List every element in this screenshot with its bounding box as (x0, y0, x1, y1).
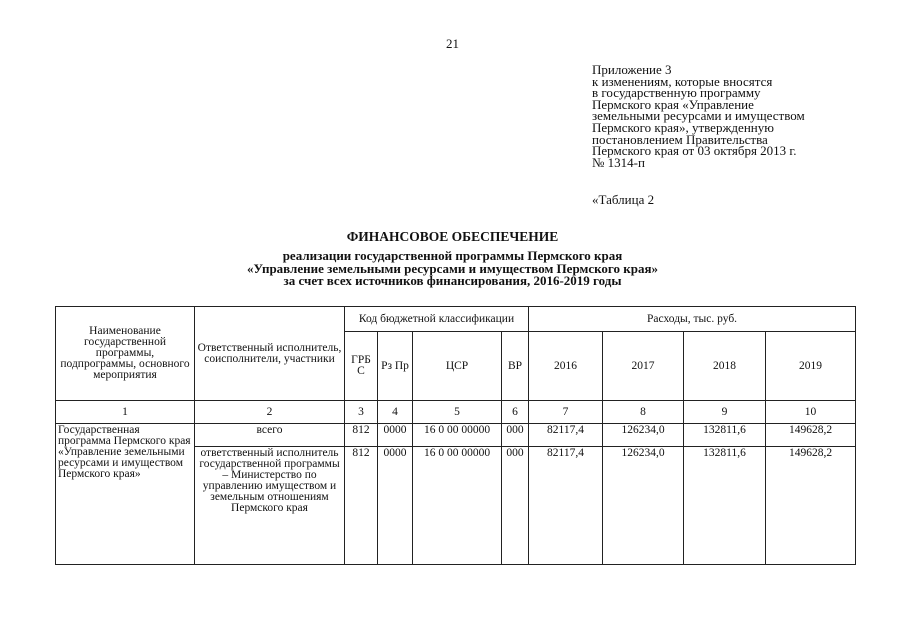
column-number: 3 (345, 401, 378, 424)
page-number: 21 (446, 36, 459, 51)
vr-cell: 000 (502, 424, 529, 447)
document-subtitle (0, 250, 905, 288)
appendix-line: в государственную программу (592, 85, 761, 101)
appendix-line: постановлением Правительства (592, 131, 768, 147)
csr-cell: 16 0 00 00000 (413, 447, 502, 565)
table-row (56, 424, 856, 447)
appendix-line: № 1314-п (592, 154, 645, 170)
table-label: «Таблица 2 (592, 192, 655, 207)
column-number: 2 (195, 401, 345, 424)
value-2018-cell: 132811,6 (684, 447, 766, 565)
header-expenses: Расходы, тыс. руб. (529, 307, 856, 332)
vr-cell: 000 (502, 447, 529, 565)
subtitle-line: за счет всех источников финансирования, 2016-2019 годы (283, 273, 622, 288)
appendix-line: земельными ресурсами и имуществом (592, 108, 805, 124)
grbs-cell: 812 (345, 424, 378, 447)
header-responsible: Ответственный исполнитель, соисполнители, участники (195, 307, 345, 401)
column-number: 5 (413, 401, 502, 424)
appendix-line: Пермского края», утвержденную (592, 119, 774, 135)
financing-table (55, 306, 856, 565)
column-number: 7 (529, 401, 603, 424)
column-number: 8 (603, 401, 684, 424)
appendix-note (592, 64, 892, 168)
appendix-line: Пермского края от 03 октября 2013 г. (592, 143, 797, 159)
appendix-line: Пермского края «Управление (592, 96, 754, 112)
rzpr-cell: 0000 (378, 424, 413, 447)
header-2016: 2016 (529, 332, 603, 401)
appendix-line: Приложение 3 (592, 62, 672, 77)
header-grbs: ГРБ С (345, 332, 378, 401)
document-title: ФИНАНСОВОЕ ОБЕСПЕЧЕНИЕ (346, 229, 559, 244)
value-2019-cell: 149628,2 (766, 447, 856, 565)
column-number: 9 (684, 401, 766, 424)
header-name: Наименование государственной программы, подпрограммы, основного мероприятия (56, 307, 195, 401)
column-numbers-row (56, 401, 856, 424)
header-budget-code: Код бюджетной классификации (345, 307, 529, 332)
column-number: 4 (378, 401, 413, 424)
header-2018: 2018 (684, 332, 766, 401)
header-vr: ВР (502, 332, 529, 401)
value-2016-cell: 82117,4 (529, 424, 603, 447)
value-2018-cell: 132811,6 (684, 424, 766, 447)
header-2017: 2017 (603, 332, 684, 401)
column-number: 6 (502, 401, 529, 424)
appendix-line: к изменениям, которые вносятся (592, 73, 773, 89)
participant-cell: ответственный исполнитель государственной программы – Министерство по управлению имуществом и земельным отношениям Пермского края (195, 447, 345, 565)
subtitle-line: «Управление земельными ресурсами и имуществом Пермского края» (246, 260, 659, 276)
header-2019: 2019 (766, 332, 856, 401)
column-number: 10 (766, 401, 856, 424)
participant-cell: всего (195, 424, 345, 447)
value-2017-cell: 126234,0 (603, 447, 684, 565)
column-number: 1 (56, 401, 195, 424)
value-2016-cell: 82117,4 (529, 447, 603, 565)
header-csr: ЦСР (413, 332, 502, 401)
program-name-cell: Государственная программа Пермского края «Управление земельными ресурсами и имуществом Пермского края» (56, 424, 195, 565)
value-2019-cell: 149628,2 (766, 424, 856, 447)
grbs-cell: 812 (345, 447, 378, 565)
csr-cell: 16 0 00 00000 (413, 424, 502, 447)
rzpr-cell: 0000 (378, 447, 413, 565)
value-2017-cell: 126234,0 (603, 424, 684, 447)
subtitle-line: реализации государственной программы Пермского края (282, 248, 623, 263)
header-rzpr: Рз Пр (378, 332, 413, 401)
